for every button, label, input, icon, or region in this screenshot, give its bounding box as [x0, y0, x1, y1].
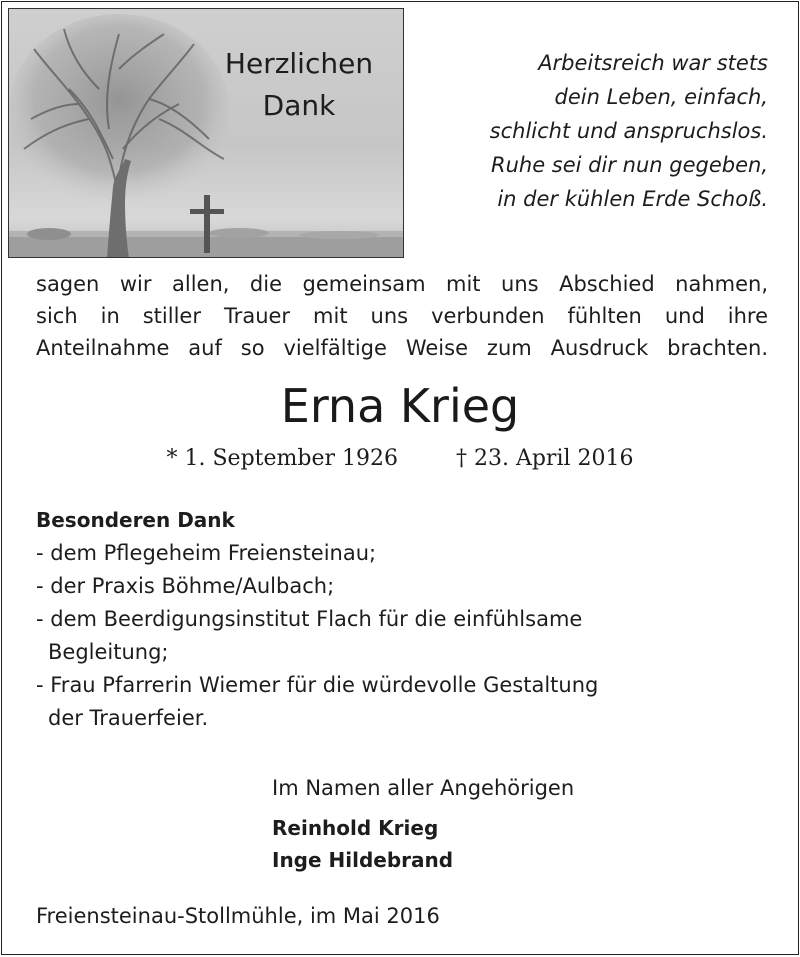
life-dates [2, 442, 798, 476]
signoff-intro: Im Namen aller Angehörigen [272, 776, 575, 800]
intro-line: sich in stiller Trauer mit uns verbunden fühlten und ihre [36, 304, 768, 328]
obituary-card [1, 1, 799, 955]
thanks-item: - der Praxis Böhme/Aulbach; [36, 574, 335, 598]
signoff [272, 772, 772, 876]
intro-line: Anteilnahme auf so vielfältige Weise zum Ausdruck brachten. [36, 336, 768, 360]
intro-text [36, 268, 768, 364]
poem-line: Ruhe sei dir nun gegeben, [491, 153, 768, 177]
memorial-photo [8, 8, 404, 258]
poem [408, 46, 768, 216]
mourner-name: Reinhold Krieg [272, 816, 439, 840]
thanks-heading: Besonderen Dank [36, 508, 235, 532]
death-date: † 23. April 2016 [455, 446, 634, 471]
title-line-1: Herzlichen [224, 47, 374, 80]
poem-line: schlicht und anspruchslos. [489, 119, 768, 143]
thanks-item-continuation: der Trauerfeier. [48, 706, 209, 730]
thanks-item: - Frau Pfarrerin Wiemer für die würdevolle Gestaltung [36, 673, 599, 697]
thanks-item-continuation: Begleitung; [48, 640, 169, 664]
thanks-item: - dem Beerdigungsinstitut Flach für die einfühlsame [36, 607, 583, 631]
intro-line: sagen wir allen, die gemeinsam mit uns Abschied nahmen, [36, 272, 768, 296]
birth-date: * 1. September 1926 [166, 446, 398, 471]
special-thanks [36, 504, 776, 735]
photo-title [199, 43, 399, 127]
signoff-names [272, 812, 772, 876]
place-date: Freiensteinau-Stollmühle, im Mai 2016 [36, 904, 440, 928]
deceased-name: Erna Krieg [280, 379, 520, 433]
thanks-item: - dem Pflegeheim Freiensteinau; [36, 541, 377, 565]
mourner-name: Inge Hildebrand [272, 848, 454, 872]
poem-line: dein Leben, einfach, [554, 85, 768, 109]
title-line-2: Dank [262, 89, 336, 122]
poem-line: in der kühlen Erde Schoß. [497, 187, 768, 211]
poem-line: Arbeitsreich war stets [538, 51, 768, 75]
